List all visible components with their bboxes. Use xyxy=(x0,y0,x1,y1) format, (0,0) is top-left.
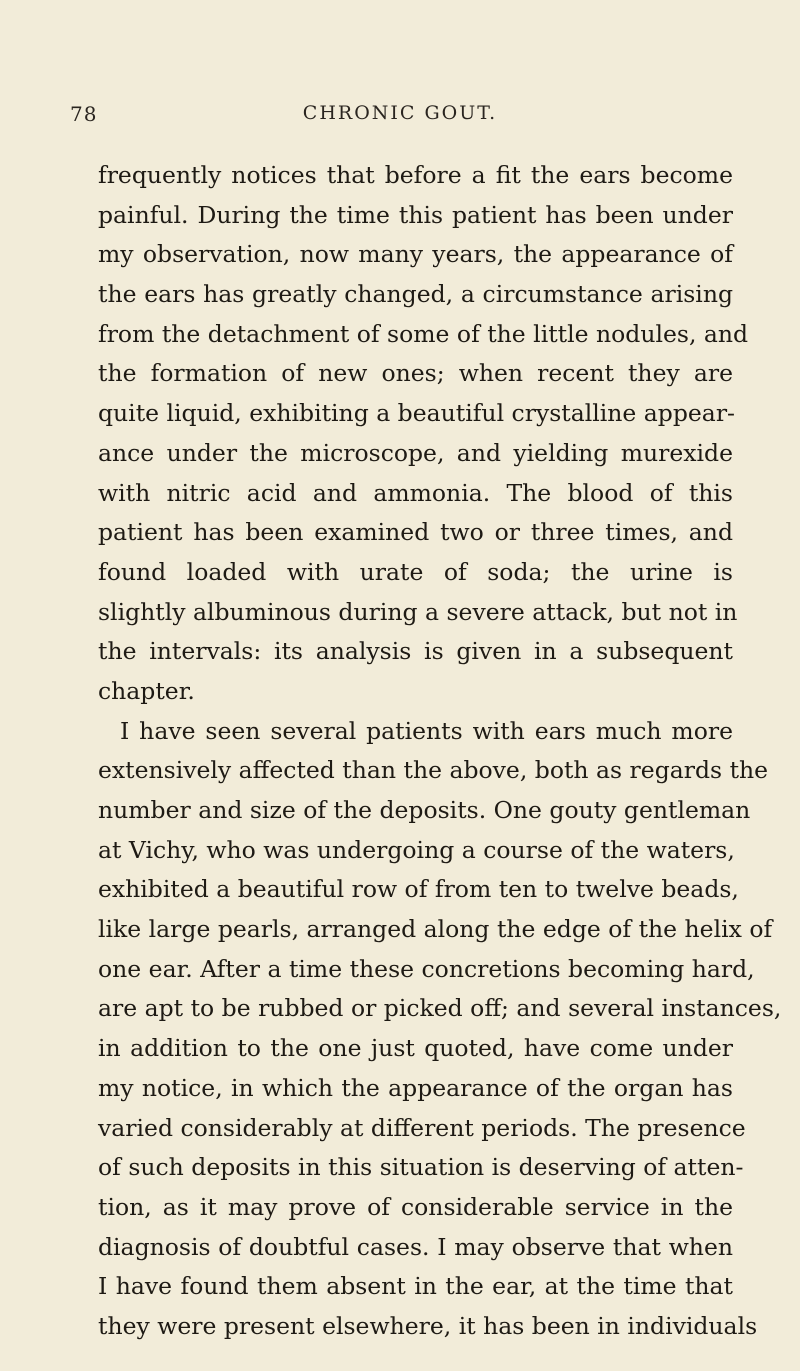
text-line: the intervals: its analysis is given in a subsequent xyxy=(98,637,733,666)
text-line: tion, as it may prove of considerable service in the xyxy=(98,1192,733,1221)
text-line: number and size of the deposits. One gouty gentleman xyxy=(98,796,751,824)
text-line: diagnosis of doubtful cases. I may observe that when xyxy=(98,1232,733,1261)
text-line: I have found them absent in the ear, at the time that xyxy=(98,1272,733,1301)
text-line: ance under the microscope, and yielding murexide xyxy=(98,438,733,467)
text-line: in addition to the one just quoted, have come under xyxy=(98,1034,733,1063)
page-number: 78 xyxy=(70,102,98,126)
text-line: one ear. After a time these concretions becoming hard, xyxy=(98,954,755,983)
text-line: frequently notices that before a fit the ears become xyxy=(98,161,733,189)
text-line: the formation of new ones; when recent they are xyxy=(98,359,733,388)
text-line: like large pearls, arranged along the edge of the helix of xyxy=(98,915,773,944)
page-header xyxy=(0,102,800,132)
text-line: chapter. xyxy=(98,676,195,705)
text-line: the ears has greatly changed, a circumstance arising xyxy=(98,280,733,309)
running-head: CHRONIC GOUT. xyxy=(302,102,498,124)
text-line: extensively affected than the above, both as regards the xyxy=(98,756,769,785)
text-line: found loaded with urate of soda; the urine is xyxy=(98,557,733,586)
text-line: patient has been examined two or three times, and xyxy=(98,518,733,547)
text-line: quite liquid, exhibiting a beautiful crystalline appear- xyxy=(98,399,735,428)
text-line: I have seen several patients with ears much more xyxy=(120,716,733,745)
text-line: my observation, now many years, the appearance of xyxy=(98,240,733,269)
text-line: exhibited a beautiful row of from ten to twelve beads, xyxy=(98,875,739,904)
text-line: slightly albuminous during a severe attack, but not in xyxy=(98,597,738,626)
text-line: my notice, in which the appearance of the organ has xyxy=(98,1073,733,1102)
text-line: of such deposits in this situation is deserving of atten- xyxy=(98,1153,744,1182)
body-text xyxy=(98,156,782,1347)
text-line: at Vichy, who was undergoing a course of the waters, xyxy=(98,835,735,864)
text-line: painful. During the time this patient has been under xyxy=(98,200,733,229)
text-line: with nitric acid and ammonia. The blood of this xyxy=(98,478,733,507)
text-line: from the detachment of some of the little nodules, and xyxy=(98,319,749,348)
text-line: varied considerably at different periods. The presence xyxy=(98,1113,746,1142)
text-line: they were present elsewhere, it has been in individuals xyxy=(98,1311,758,1340)
text-line: are apt to be rubbed or picked off; and several instances, xyxy=(98,994,782,1023)
